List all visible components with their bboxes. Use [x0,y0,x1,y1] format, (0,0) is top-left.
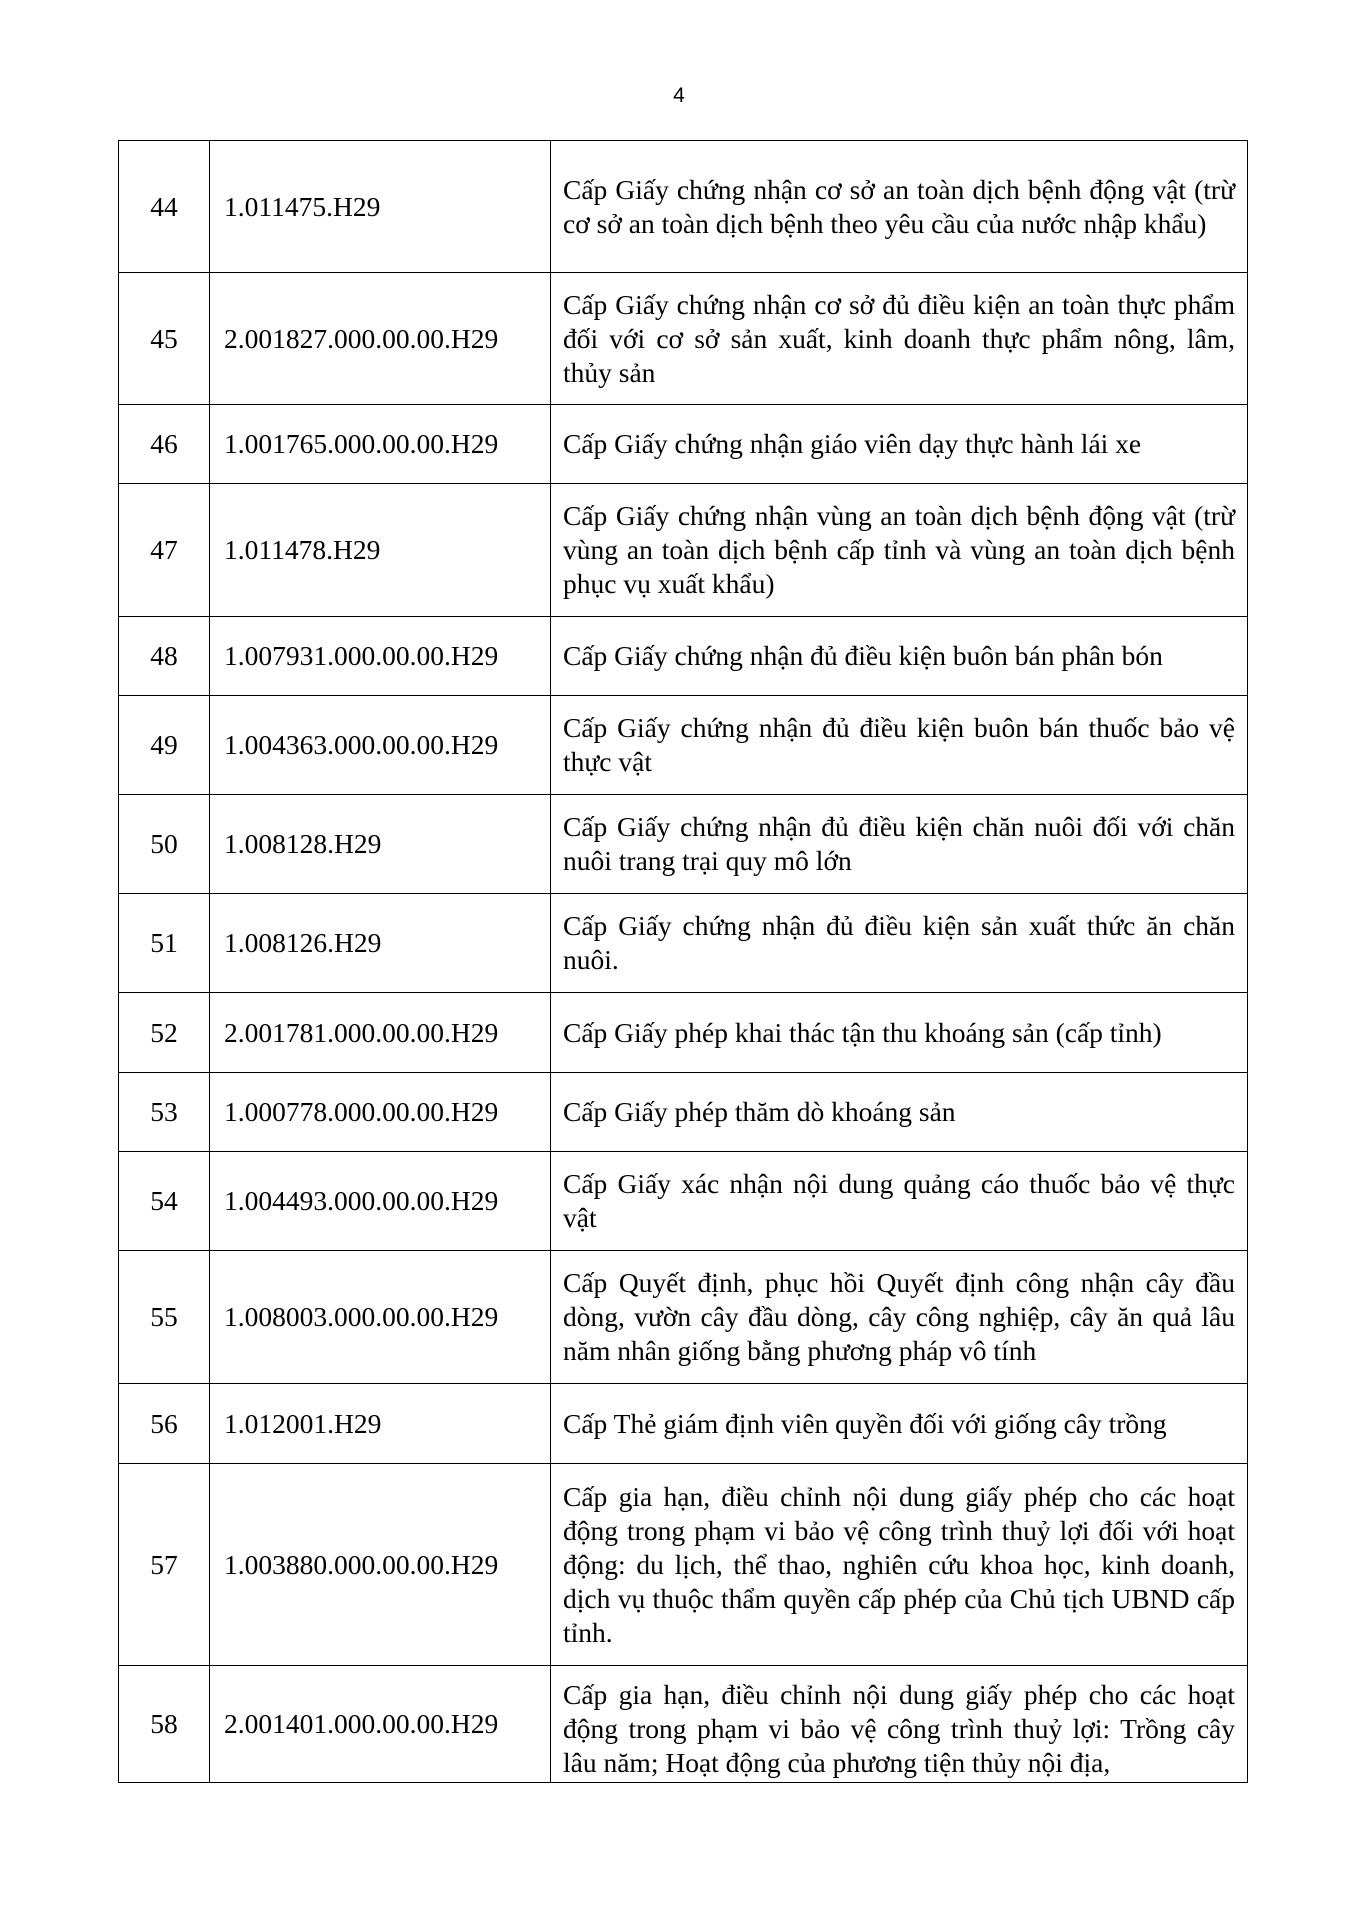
procedure-name: Cấp Giấy chứng nhận giáo viên dạy thực hành lái xe [551,405,1248,484]
row-number: 58 [119,1666,210,1783]
table-row [119,894,1248,993]
procedure-code: 1.001765.000.00.00.H29 [210,405,551,484]
procedure-name: Cấp Quyết định, phục hồi Quyết định công nhận cây đầu dòng, vườn cây đầu dòng, cây công nghiệp, cây ăn quả lâu năm nhân giống bằng phương pháp vô tính [551,1251,1248,1384]
procedure-name: Cấp Giấy chứng nhận cơ sở an toàn dịch bệnh động vật (trừ cơ sở an toàn dịch bệnh theo yêu cầu của nước nhập khẩu) [551,141,1248,273]
procedure-table [118,140,1248,1783]
procedure-code: 2.001401.000.00.00.H29 [210,1666,551,1783]
page-number: 4 [673,84,685,107]
row-number: 50 [119,795,210,894]
procedure-name: Cấp Giấy xác nhận nội dung quảng cáo thuốc bảo vệ thực vật [551,1152,1248,1251]
row-number: 51 [119,894,210,993]
row-number: 52 [119,993,210,1073]
procedure-code: 2.001827.000.00.00.H29 [210,273,551,405]
row-number: 45 [119,273,210,405]
table-row [119,273,1248,405]
procedure-name: Cấp Giấy phép thăm dò khoáng sản [551,1073,1248,1152]
procedure-code: 1.004363.000.00.00.H29 [210,696,551,795]
row-number: 46 [119,405,210,484]
table-row [119,405,1248,484]
row-number: 55 [119,1251,210,1384]
procedure-code: 1.008126.H29 [210,894,551,993]
procedure-code: 1.007931.000.00.00.H29 [210,617,551,696]
table-row [119,1251,1248,1384]
row-number: 48 [119,617,210,696]
row-number: 57 [119,1464,210,1666]
procedure-name: Cấp Giấy chứng nhận đủ điều kiện chăn nuôi đối với chăn nuôi trang trại quy mô lớn [551,795,1248,894]
table-row [119,795,1248,894]
procedure-code: 1.012001.H29 [210,1384,551,1464]
procedure-name: Cấp Giấy phép khai thác tận thu khoáng sản (cấp tỉnh) [551,993,1248,1073]
table-row [119,617,1248,696]
procedure-name: Cấp Giấy chứng nhận đủ điều kiện sản xuất thức ăn chăn nuôi. [551,894,1248,993]
procedure-name: Cấp gia hạn, điều chỉnh nội dung giấy phép cho các hoạt động trong phạm vi bảo vệ công trình thuỷ lợi đối với hoạt động: du lịch, thể thao, nghiên cứu khoa học, kinh doanh, dịch vụ thuộc thẩm quyền cấp phép của Chủ tịch UBND cấp tỉnh. [551,1464,1248,1666]
table-row [119,993,1248,1073]
table-row [119,141,1248,273]
row-number: 56 [119,1384,210,1464]
procedure-name: Cấp Giấy chứng nhận vùng an toàn dịch bệnh động vật (trừ vùng an toàn dịch bệnh cấp tỉnh và vùng an toàn dịch bệnh phục vụ xuất khẩu) [551,484,1248,617]
table-row [119,1464,1248,1666]
procedure-code: 1.011478.H29 [210,484,551,617]
procedure-code: 1.011475.H29 [210,141,551,273]
procedure-code: 1.003880.000.00.00.H29 [210,1464,551,1666]
table-row [119,1666,1248,1783]
table-row [119,484,1248,617]
row-number: 54 [119,1152,210,1251]
table-row [119,1384,1248,1464]
row-number: 44 [119,141,210,273]
procedure-code: 1.000778.000.00.00.H29 [210,1073,551,1152]
table-row [119,696,1248,795]
procedure-name: Cấp gia hạn, điều chỉnh nội dung giấy phép cho các hoạt động trong phạm vi bảo vệ công trình thuỷ lợi: Trồng cây lâu năm; Hoạt động của phương tiện thủy nội địa, [551,1666,1248,1783]
row-number: 53 [119,1073,210,1152]
row-number: 49 [119,696,210,795]
procedure-name: Cấp Thẻ giám định viên quyền đối với giống cây trồng [551,1384,1248,1464]
table-row [119,1073,1248,1152]
procedure-name: Cấp Giấy chứng nhận cơ sở đủ điều kiện an toàn thực phẩm đối với cơ sở sản xuất, kinh doanh thực phẩm nông, lâm, thủy sản [551,273,1248,405]
procedure-code: 1.004493.000.00.00.H29 [210,1152,551,1251]
procedure-name: Cấp Giấy chứng nhận đủ điều kiện buôn bán phân bón [551,617,1248,696]
procedure-code: 1.008128.H29 [210,795,551,894]
procedure-name: Cấp Giấy chứng nhận đủ điều kiện buôn bán thuốc bảo vệ thực vật [551,696,1248,795]
row-number: 47 [119,484,210,617]
procedure-code: 2.001781.000.00.00.H29 [210,993,551,1073]
procedure-code: 1.008003.000.00.00.H29 [210,1251,551,1384]
table-row [119,1152,1248,1251]
